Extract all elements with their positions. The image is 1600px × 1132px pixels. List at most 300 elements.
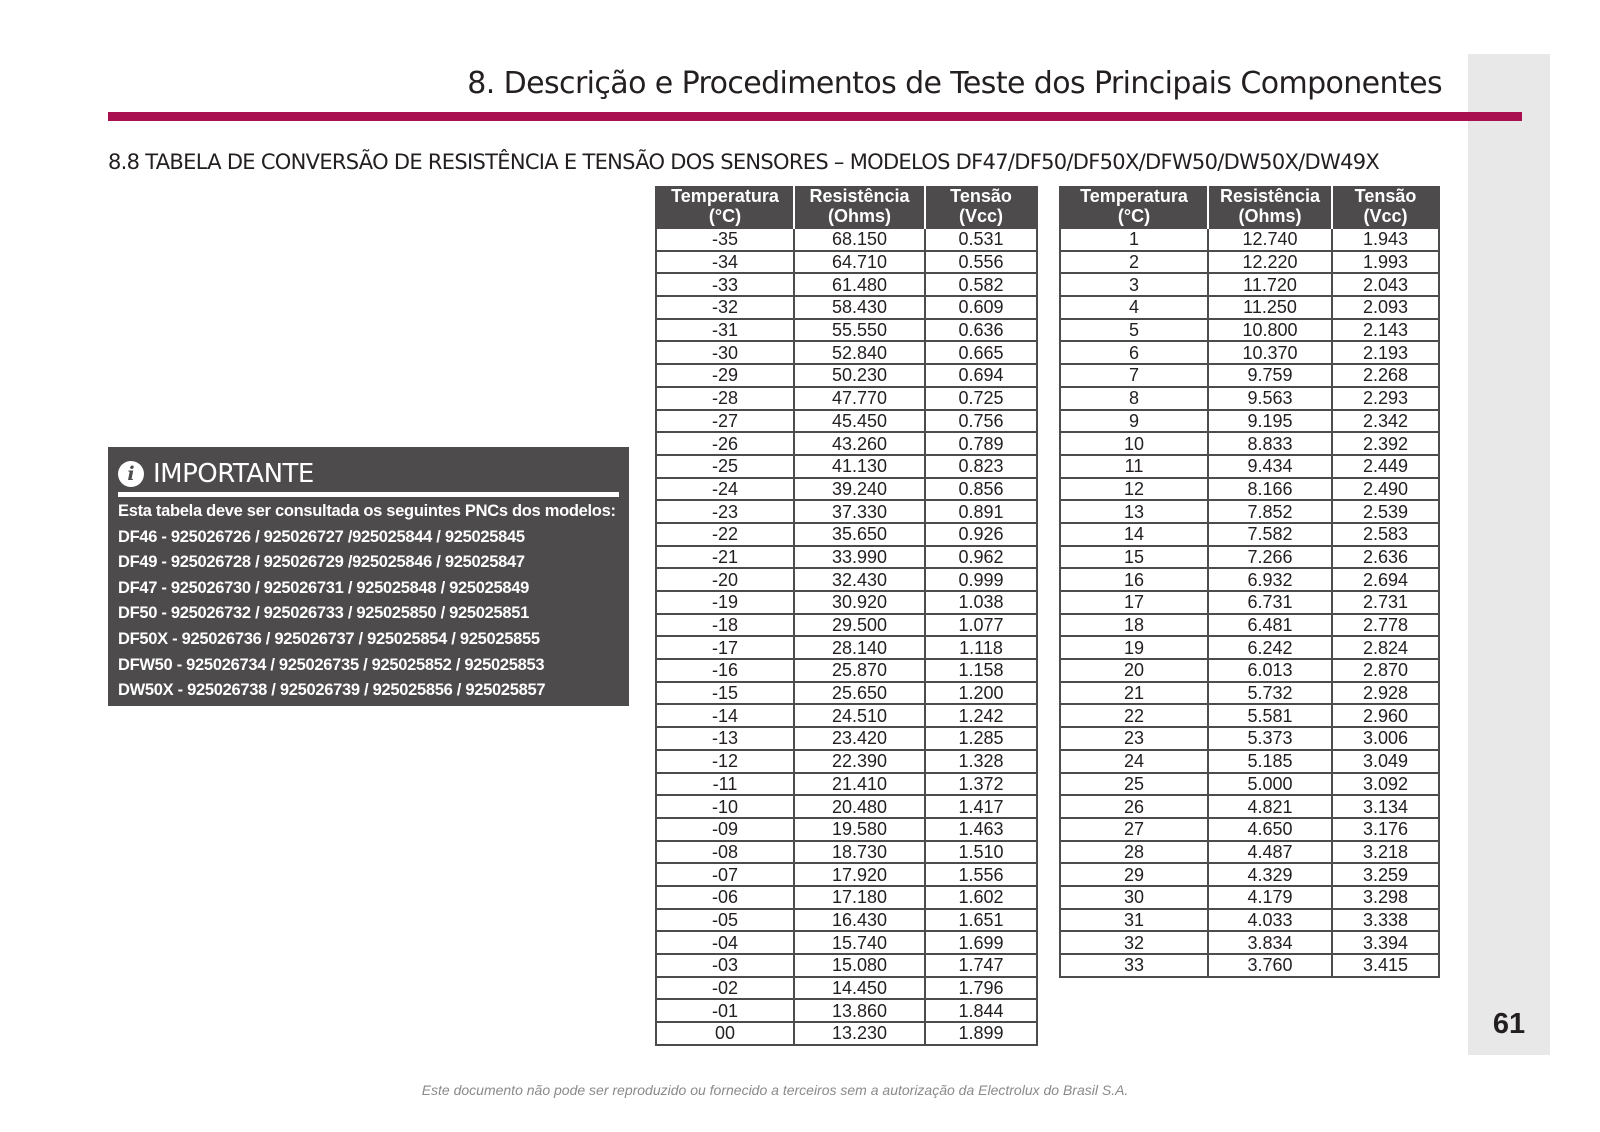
cell-voltage: 1.077 xyxy=(925,614,1037,637)
table-row xyxy=(656,750,1037,773)
cell-temperature: -07 xyxy=(656,863,794,886)
table-row xyxy=(656,568,1037,591)
cell-voltage: 1.556 xyxy=(925,863,1037,886)
cell-voltage: 1.943 xyxy=(1332,228,1439,251)
header-temperature: Temperatura (°C) xyxy=(1060,186,1208,228)
page-number: 61 xyxy=(1492,1008,1526,1040)
cell-voltage: 3.049 xyxy=(1332,750,1439,773)
cell-resistance: 5.732 xyxy=(1208,682,1332,705)
cell-temperature: -10 xyxy=(656,795,794,818)
notice-pnc-line: DF49 - 925026728 / 925026729 /925025846 / 925025847 xyxy=(118,553,525,572)
cell-voltage: 2.392 xyxy=(1332,432,1439,455)
cell-temperature: -04 xyxy=(656,931,794,954)
table-row xyxy=(656,523,1037,546)
cell-temperature: -35 xyxy=(656,228,794,251)
cell-temperature: 00 xyxy=(656,1022,794,1045)
cell-resistance: 15.740 xyxy=(794,931,925,954)
cell-resistance: 41.130 xyxy=(794,455,925,478)
cell-temperature: 31 xyxy=(1060,909,1208,932)
cell-resistance: 33.990 xyxy=(794,546,925,569)
cell-resistance: 64.710 xyxy=(794,251,925,274)
cell-voltage: 1.747 xyxy=(925,954,1037,977)
cell-temperature: -30 xyxy=(656,341,794,364)
table-row xyxy=(656,909,1037,932)
table-row xyxy=(656,251,1037,274)
table-row xyxy=(1060,614,1439,637)
cell-temperature: 13 xyxy=(1060,500,1208,523)
table-row xyxy=(1060,273,1439,296)
table-row xyxy=(1060,319,1439,342)
cell-voltage: 1.463 xyxy=(925,818,1037,841)
cell-resistance: 16.430 xyxy=(794,909,925,932)
cell-temperature: 22 xyxy=(1060,704,1208,727)
cell-voltage: 0.582 xyxy=(925,273,1037,296)
cell-voltage: 2.636 xyxy=(1332,546,1439,569)
cell-resistance: 10.800 xyxy=(1208,319,1332,342)
cell-resistance: 11.250 xyxy=(1208,296,1332,319)
cell-temperature: 15 xyxy=(1060,546,1208,569)
cell-temperature: 14 xyxy=(1060,523,1208,546)
cell-resistance: 25.870 xyxy=(794,659,925,682)
header-temperature: Temperatura (°C) xyxy=(656,186,794,228)
table-row xyxy=(1060,591,1439,614)
cell-resistance: 6.013 xyxy=(1208,659,1332,682)
cell-resistance: 35.650 xyxy=(794,523,925,546)
cell-resistance: 52.840 xyxy=(794,341,925,364)
cell-temperature: 7 xyxy=(1060,364,1208,387)
cell-temperature: -05 xyxy=(656,909,794,932)
cell-resistance: 7.582 xyxy=(1208,523,1332,546)
cell-voltage: 0.756 xyxy=(925,410,1037,433)
cell-temperature: -27 xyxy=(656,410,794,433)
cell-voltage: 2.778 xyxy=(1332,614,1439,637)
header-voltage: Tensão (Vcc) xyxy=(925,186,1037,228)
notice-intro: Esta tabela deve ser consultada os seguintes PNCs dos modelos: xyxy=(118,502,616,520)
cell-resistance: 15.080 xyxy=(794,954,925,977)
table-header-row xyxy=(1060,186,1439,228)
cell-resistance: 43.260 xyxy=(794,432,925,455)
cell-resistance: 32.430 xyxy=(794,568,925,591)
cell-temperature: 1 xyxy=(1060,228,1208,251)
cell-resistance: 68.150 xyxy=(794,228,925,251)
notice-pnc-line: DF47 - 925026730 / 925026731 / 925025848 / 925025849 xyxy=(118,578,530,597)
table-row xyxy=(1060,727,1439,750)
cell-resistance: 24.510 xyxy=(794,704,925,727)
cell-resistance: 12.740 xyxy=(1208,228,1332,251)
cell-resistance: 17.920 xyxy=(794,863,925,886)
table-row xyxy=(1060,750,1439,773)
table-row xyxy=(656,886,1037,909)
notice-pnc-line: DF46 - 925026726 / 925026727 /925025844 / 925025845 xyxy=(118,527,525,546)
notice-header xyxy=(118,457,314,491)
cell-voltage: 2.928 xyxy=(1332,682,1439,705)
cell-temperature: 23 xyxy=(1060,727,1208,750)
cell-voltage: 3.259 xyxy=(1332,863,1439,886)
cell-voltage: 2.293 xyxy=(1332,387,1439,410)
cell-temperature: -16 xyxy=(656,659,794,682)
table-row xyxy=(1060,682,1439,705)
table-row xyxy=(656,364,1037,387)
cell-resistance: 6.932 xyxy=(1208,568,1332,591)
table-row xyxy=(656,341,1037,364)
cell-voltage: 2.731 xyxy=(1332,591,1439,614)
table-row xyxy=(1060,546,1439,569)
cell-resistance: 37.330 xyxy=(794,500,925,523)
cell-voltage: 3.218 xyxy=(1332,841,1439,864)
cell-voltage: 1.510 xyxy=(925,841,1037,864)
cell-temperature: 25 xyxy=(1060,773,1208,796)
cell-resistance: 17.180 xyxy=(794,886,925,909)
cell-temperature: 5 xyxy=(1060,319,1208,342)
cell-temperature: 30 xyxy=(1060,886,1208,909)
cell-resistance: 4.329 xyxy=(1208,863,1332,886)
cell-temperature: 33 xyxy=(1060,954,1208,977)
cell-resistance: 8.833 xyxy=(1208,432,1332,455)
footer-disclaimer: Este documento não pode ser reproduzido ou fornecido a terceiros sem a autorização da Electrolux do Brasil S.A. xyxy=(421,1082,1129,1098)
cell-voltage: 2.490 xyxy=(1332,478,1439,501)
cell-voltage: 2.583 xyxy=(1332,523,1439,546)
table-row xyxy=(656,659,1037,682)
cell-voltage: 1.285 xyxy=(925,727,1037,750)
table-row xyxy=(656,795,1037,818)
cell-voltage: 0.531 xyxy=(925,228,1037,251)
cell-temperature: -09 xyxy=(656,818,794,841)
cell-voltage: 1.158 xyxy=(925,659,1037,682)
cell-temperature: -29 xyxy=(656,364,794,387)
cell-voltage: 3.176 xyxy=(1332,818,1439,841)
cell-voltage: 0.694 xyxy=(925,364,1037,387)
cell-temperature: 3 xyxy=(1060,273,1208,296)
header-voltage: Tensão (Vcc) xyxy=(1332,186,1439,228)
cell-temperature: 26 xyxy=(1060,795,1208,818)
cell-resistance: 9.195 xyxy=(1208,410,1332,433)
cell-resistance: 58.430 xyxy=(794,296,925,319)
cell-resistance: 6.731 xyxy=(1208,591,1332,614)
table-row xyxy=(1060,364,1439,387)
cell-temperature: -17 xyxy=(656,636,794,659)
cell-voltage: 1.372 xyxy=(925,773,1037,796)
table-row xyxy=(656,273,1037,296)
table-row xyxy=(656,841,1037,864)
notice-pnc-line: DF50 - 925026732 / 925026733 / 925025850 / 925025851 xyxy=(118,604,530,623)
cell-temperature: 27 xyxy=(1060,818,1208,841)
cell-voltage: 2.193 xyxy=(1332,341,1439,364)
table-row xyxy=(656,931,1037,954)
cell-temperature: 6 xyxy=(1060,341,1208,364)
table-row xyxy=(656,478,1037,501)
table-row xyxy=(1060,228,1439,251)
cell-voltage: 1.699 xyxy=(925,931,1037,954)
cell-voltage: 1.993 xyxy=(1332,251,1439,274)
table-row xyxy=(656,977,1037,1000)
cell-temperature: -24 xyxy=(656,478,794,501)
table-row xyxy=(656,1022,1037,1045)
cell-voltage: 2.960 xyxy=(1332,704,1439,727)
conversion-table-positive xyxy=(1059,186,1440,978)
cell-resistance: 4.033 xyxy=(1208,909,1332,932)
cell-temperature: -34 xyxy=(656,251,794,274)
cell-resistance: 39.240 xyxy=(794,478,925,501)
cell-resistance: 29.500 xyxy=(794,614,925,637)
table-row xyxy=(1060,296,1439,319)
cell-voltage: 1.118 xyxy=(925,636,1037,659)
cell-resistance: 6.481 xyxy=(1208,614,1332,637)
table-row xyxy=(1060,863,1439,886)
cell-resistance: 28.140 xyxy=(794,636,925,659)
info-icon: i xyxy=(118,461,144,487)
notice-title: IMPORTANTE xyxy=(153,459,314,489)
cell-resistance: 12.220 xyxy=(1208,251,1332,274)
cell-temperature: 29 xyxy=(1060,863,1208,886)
cell-voltage: 0.823 xyxy=(925,455,1037,478)
table-row xyxy=(1060,931,1439,954)
cell-voltage: 2.694 xyxy=(1332,568,1439,591)
table-row xyxy=(1060,568,1439,591)
cell-temperature: -03 xyxy=(656,954,794,977)
cell-voltage: 3.006 xyxy=(1332,727,1439,750)
table-row xyxy=(1060,523,1439,546)
table-row xyxy=(656,727,1037,750)
table-row xyxy=(1060,410,1439,433)
table-row xyxy=(1060,818,1439,841)
table-row xyxy=(1060,500,1439,523)
table-row xyxy=(656,410,1037,433)
table-row xyxy=(1060,773,1439,796)
cell-voltage: 2.043 xyxy=(1332,273,1439,296)
table-row xyxy=(656,704,1037,727)
section-title: 8.8 TABELA DE CONVERSÃO DE RESISTÊNCIA E TENSÃO DOS SENSORES – MODELOS DF47/DF50/DF50X/DFW50/DW50X/DW49X xyxy=(108,150,1380,174)
table-row xyxy=(656,546,1037,569)
accent-divider xyxy=(108,112,1522,121)
cell-resistance: 45.450 xyxy=(794,410,925,433)
table-row xyxy=(1060,432,1439,455)
table-row xyxy=(656,319,1037,342)
cell-voltage: 0.556 xyxy=(925,251,1037,274)
cell-temperature: 8 xyxy=(1060,387,1208,410)
table-row xyxy=(656,296,1037,319)
cell-resistance: 30.920 xyxy=(794,591,925,614)
cell-resistance: 23.420 xyxy=(794,727,925,750)
cell-temperature: 10 xyxy=(1060,432,1208,455)
cell-resistance: 5.000 xyxy=(1208,773,1332,796)
notice-divider xyxy=(118,492,619,497)
notice-pnc-line: DFW50 - 925026734 / 925026735 / 925025852 / 925025853 xyxy=(118,655,545,674)
side-margin-strip xyxy=(1468,54,1550,1055)
cell-resistance: 50.230 xyxy=(794,364,925,387)
cell-temperature: 17 xyxy=(1060,591,1208,614)
cell-voltage: 2.268 xyxy=(1332,364,1439,387)
cell-temperature: -12 xyxy=(656,750,794,773)
cell-resistance: 25.650 xyxy=(794,682,925,705)
cell-temperature: -01 xyxy=(656,999,794,1022)
cell-temperature: -19 xyxy=(656,591,794,614)
table-row xyxy=(1060,636,1439,659)
cell-voltage: 0.609 xyxy=(925,296,1037,319)
table-row xyxy=(1060,886,1439,909)
table-row xyxy=(1060,455,1439,478)
table-header-row xyxy=(656,186,1037,228)
cell-resistance: 61.480 xyxy=(794,273,925,296)
cell-resistance: 4.179 xyxy=(1208,886,1332,909)
cell-resistance: 5.185 xyxy=(1208,750,1332,773)
cell-resistance: 4.650 xyxy=(1208,818,1332,841)
table-row xyxy=(656,228,1037,251)
cell-voltage: 1.651 xyxy=(925,909,1037,932)
table-row xyxy=(1060,954,1439,977)
cell-voltage: 0.725 xyxy=(925,387,1037,410)
cell-voltage: 2.870 xyxy=(1332,659,1439,682)
table-row xyxy=(656,863,1037,886)
cell-resistance: 10.370 xyxy=(1208,341,1332,364)
cell-resistance: 47.770 xyxy=(794,387,925,410)
cell-voltage: 1.899 xyxy=(925,1022,1037,1045)
cell-temperature: -02 xyxy=(656,977,794,1000)
cell-resistance: 8.166 xyxy=(1208,478,1332,501)
table-row xyxy=(1060,387,1439,410)
header-resistance: Resistência (Ohms) xyxy=(1208,186,1332,228)
table-row xyxy=(1060,478,1439,501)
cell-voltage: 3.394 xyxy=(1332,931,1439,954)
header-resistance: Resistência (Ohms) xyxy=(794,186,925,228)
notice-pnc-line: DW50X - 925026738 / 925026739 / 925025856 / 925025857 xyxy=(118,681,546,700)
cell-resistance: 3.834 xyxy=(1208,931,1332,954)
cell-resistance: 21.410 xyxy=(794,773,925,796)
table-row xyxy=(656,432,1037,455)
chapter-title: 8. Descrição e Procedimentos de Teste dos Principais Componentes xyxy=(467,66,1442,101)
table-row xyxy=(656,455,1037,478)
table-row xyxy=(1060,909,1439,932)
cell-voltage: 2.093 xyxy=(1332,296,1439,319)
cell-voltage: 1.242 xyxy=(925,704,1037,727)
cell-resistance: 13.860 xyxy=(794,999,925,1022)
cell-voltage: 0.962 xyxy=(925,546,1037,569)
cell-voltage: 1.844 xyxy=(925,999,1037,1022)
cell-resistance: 55.550 xyxy=(794,319,925,342)
cell-resistance: 6.242 xyxy=(1208,636,1332,659)
cell-temperature: -23 xyxy=(656,500,794,523)
cell-resistance: 5.373 xyxy=(1208,727,1332,750)
cell-temperature: -25 xyxy=(656,455,794,478)
table-row xyxy=(1060,251,1439,274)
cell-resistance: 5.581 xyxy=(1208,704,1332,727)
table-row xyxy=(1060,659,1439,682)
cell-temperature: 20 xyxy=(1060,659,1208,682)
cell-voltage: 2.824 xyxy=(1332,636,1439,659)
cell-temperature: -22 xyxy=(656,523,794,546)
cell-temperature: -06 xyxy=(656,886,794,909)
cell-voltage: 0.999 xyxy=(925,568,1037,591)
cell-voltage: 1.796 xyxy=(925,977,1037,1000)
cell-temperature: -32 xyxy=(656,296,794,319)
cell-resistance: 9.434 xyxy=(1208,455,1332,478)
cell-temperature: -20 xyxy=(656,568,794,591)
cell-temperature: 12 xyxy=(1060,478,1208,501)
cell-resistance: 7.266 xyxy=(1208,546,1332,569)
cell-resistance: 22.390 xyxy=(794,750,925,773)
cell-temperature: -31 xyxy=(656,319,794,342)
cell-resistance: 3.760 xyxy=(1208,954,1332,977)
cell-voltage: 0.891 xyxy=(925,500,1037,523)
table-row xyxy=(1060,341,1439,364)
cell-temperature: -11 xyxy=(656,773,794,796)
cell-temperature: 24 xyxy=(1060,750,1208,773)
cell-voltage: 1.200 xyxy=(925,682,1037,705)
cell-temperature: -21 xyxy=(656,546,794,569)
cell-voltage: 2.342 xyxy=(1332,410,1439,433)
cell-temperature: -13 xyxy=(656,727,794,750)
cell-voltage: 0.789 xyxy=(925,432,1037,455)
cell-resistance: 11.720 xyxy=(1208,273,1332,296)
cell-resistance: 4.821 xyxy=(1208,795,1332,818)
cell-temperature: 28 xyxy=(1060,841,1208,864)
cell-temperature: 16 xyxy=(1060,568,1208,591)
table-row xyxy=(656,614,1037,637)
cell-resistance: 7.852 xyxy=(1208,500,1332,523)
cell-voltage: 3.298 xyxy=(1332,886,1439,909)
cell-resistance: 20.480 xyxy=(794,795,925,818)
notice-body xyxy=(118,499,623,704)
cell-temperature: -33 xyxy=(656,273,794,296)
cell-temperature: -26 xyxy=(656,432,794,455)
cell-resistance: 19.580 xyxy=(794,818,925,841)
cell-resistance: 9.759 xyxy=(1208,364,1332,387)
table-row xyxy=(656,636,1037,659)
table-row xyxy=(656,387,1037,410)
cell-voltage: 1.417 xyxy=(925,795,1037,818)
table-row xyxy=(656,954,1037,977)
cell-temperature: 2 xyxy=(1060,251,1208,274)
cell-temperature: -28 xyxy=(656,387,794,410)
cell-resistance: 9.563 xyxy=(1208,387,1332,410)
cell-temperature: 18 xyxy=(1060,614,1208,637)
cell-voltage: 2.539 xyxy=(1332,500,1439,523)
cell-resistance: 13.230 xyxy=(794,1022,925,1045)
cell-voltage: 3.338 xyxy=(1332,909,1439,932)
important-notice xyxy=(108,447,629,706)
cell-temperature: -15 xyxy=(656,682,794,705)
cell-temperature: -14 xyxy=(656,704,794,727)
table-row xyxy=(1060,795,1439,818)
cell-voltage: 0.856 xyxy=(925,478,1037,501)
table-row xyxy=(656,999,1037,1022)
table-row xyxy=(656,591,1037,614)
table-row xyxy=(656,500,1037,523)
table-row xyxy=(1060,704,1439,727)
cell-resistance: 4.487 xyxy=(1208,841,1332,864)
cell-voltage: 0.636 xyxy=(925,319,1037,342)
conversion-table-negative xyxy=(655,186,1038,1046)
table-row xyxy=(656,818,1037,841)
table-row xyxy=(656,682,1037,705)
cell-temperature: 11 xyxy=(1060,455,1208,478)
table-row xyxy=(1060,841,1439,864)
cell-resistance: 18.730 xyxy=(794,841,925,864)
cell-temperature: 4 xyxy=(1060,296,1208,319)
notice-pnc-line: DF50X - 925026736 / 925026737 / 925025854 / 925025855 xyxy=(118,629,540,648)
cell-temperature: 21 xyxy=(1060,682,1208,705)
cell-voltage: 2.449 xyxy=(1332,455,1439,478)
cell-temperature: 9 xyxy=(1060,410,1208,433)
cell-temperature: 19 xyxy=(1060,636,1208,659)
table-row xyxy=(656,773,1037,796)
cell-voltage: 3.415 xyxy=(1332,954,1439,977)
cell-voltage: 1.328 xyxy=(925,750,1037,773)
cell-voltage: 1.038 xyxy=(925,591,1037,614)
cell-voltage: 0.665 xyxy=(925,341,1037,364)
cell-voltage: 3.092 xyxy=(1332,773,1439,796)
cell-temperature: -18 xyxy=(656,614,794,637)
cell-voltage: 0.926 xyxy=(925,523,1037,546)
